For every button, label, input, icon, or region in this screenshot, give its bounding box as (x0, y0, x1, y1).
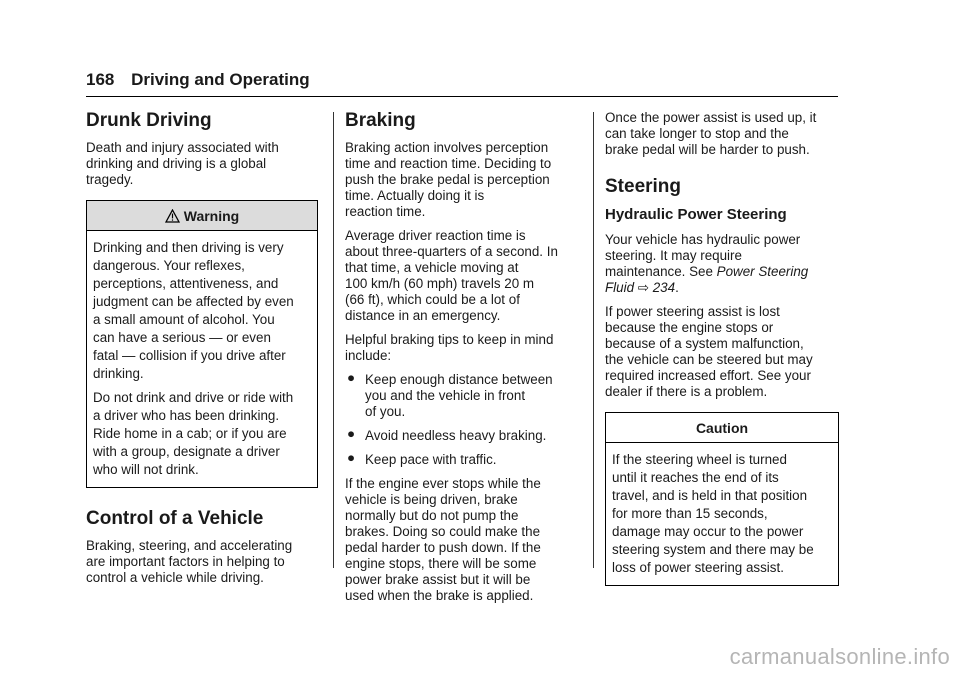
bullet-item-3: ● Keep pace with traffic. (347, 450, 497, 467)
braking-paragraph-3: Helpful braking tips to keep in mind include: (345, 332, 554, 363)
control-paragraph: Braking, steering, and accelerating are important factors in helping to control a vehicle while driving. (86, 538, 293, 585)
section-title: Driving and Operating (131, 70, 310, 89)
drunk-driving-heading: Drunk Driving (86, 110, 212, 131)
bullet-dot-icon: ● (347, 426, 356, 441)
steering-paragraph-1: Your vehicle has hydraulic power steering. It may require maintenance. See Power Steering Fluid ⇨ 234. (605, 232, 809, 295)
braking-paragraph-4: If the engine ever stops while the vehicle is being driven, brake normally but do not pump the brakes. Doing so could make the pedal harder to push down. If the engine stops, there will be some power brake assist but it will be used when the brake is applied. (345, 476, 541, 603)
power-steering-fluid-link-cont[interactable]: Fluid (605, 280, 635, 295)
warning-header (87, 201, 317, 231)
steering-heading: Steering (605, 176, 682, 197)
braking-paragraph-2: Average driver reaction time is about three-quarters of a second. In that time, a vehicle moving at 100 km/h (60 mph) travels 20 m (66 ft), which could be a lot of distance in an emergency. (345, 228, 558, 323)
column-middle (345, 110, 583, 612)
warning-body (87, 231, 317, 487)
caution-body: If the steering wheel is turned until it reaches the end of its travel, and is held in that position for more than 15 seconds, damage may occur to the power steering system and there may be loss of power steering assist. (612, 452, 814, 575)
control-heading: Control of a Vehicle (86, 508, 264, 529)
bullet-dot-icon: ● (347, 450, 356, 465)
page-number: 168 (86, 70, 115, 89)
bullet-item-2: ● Avoid needless heavy braking. (347, 426, 547, 443)
warning-triangle-icon (165, 208, 180, 224)
braking-heading: Braking (345, 110, 416, 131)
steering-paragraph-2: If power steering assist is lost because the engine stops or because of a system malfunction, the vehicle can be steered but may required increased effort. See your dealer if there is a problem. (605, 304, 813, 399)
header-rule (86, 96, 838, 97)
warning-title: Warning (183, 208, 240, 224)
column-divider-left (333, 112, 334, 568)
page-reference-arrow-icon: ⇨ (637, 280, 649, 295)
bullet-dot-icon: ● (347, 370, 356, 385)
braking-paragraph-1: Braking action involves perception time and reaction time. Deciding to push the brake pedal is perception time. Actually doing it is reaction time. (345, 140, 552, 219)
drunk-driving-intro: Death and injury associated with drinking and driving is a global tragedy. (86, 140, 279, 187)
page-header (86, 70, 310, 90)
caution-title: Caution (606, 413, 838, 443)
column-divider-right (593, 112, 594, 568)
column-left (86, 110, 318, 594)
column-right (605, 110, 839, 586)
warning-box (86, 200, 318, 488)
watermark: carmanualsonline.info (729, 644, 950, 669)
warning-paragraph-1: Drinking and then driving is very dangerous. Your reflexes, perceptions, attentiveness, and judgment can be affected by even a small amount of alcohol. You can have a serious — or even fatal — collision if you drive after drinking. (93, 240, 294, 381)
caution-box (605, 412, 839, 586)
page-reference-number[interactable]: 234 (652, 280, 676, 295)
hydraulic-power-steering-heading: Hydraulic Power Steering (605, 206, 787, 223)
braking-continued-paragraph: Once the power assist is used up, it can take longer to stop and the brake pedal will be harder to push. (605, 110, 817, 157)
power-steering-fluid-link[interactable]: Power Steering (716, 264, 809, 279)
warning-paragraph-2: Do not drink and drive or ride with a driver who has been drinking. Ride home in a cab; or if you are with a group, designate a driver who will not drink. (93, 390, 294, 477)
bullet-item-1: ● Keep enough distance between you and the vehicle in front of you. (347, 370, 553, 419)
